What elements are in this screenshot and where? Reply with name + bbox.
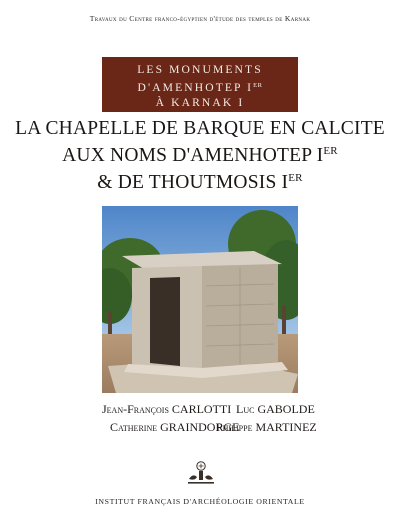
subseries-line-2-sup: ER — [253, 81, 263, 89]
subseries-band — [102, 57, 298, 112]
series-title-text: Travaux du Centre franco-égyptien d'étude des temples de Karnak — [89, 14, 311, 23]
author-gabolde: Luc GABOLDE — [236, 402, 315, 416]
book-title — [0, 118, 400, 194]
title-line-2: AUX NOMS D'AMENHOTEP IER — [62, 145, 338, 166]
title-line-2-sup: ER — [323, 145, 338, 157]
author-martinez: Philippe MARTINEZ — [216, 420, 317, 434]
subseries-line-1: LES MONUMENTS — [137, 63, 263, 76]
author-graindorge: Catherine GRAINDORGE — [110, 420, 240, 434]
publisher-name: INSTITUT FRANÇAIS D'ARCHÉOLOGIE ORIENTALE — [95, 497, 305, 506]
chapel-doorway — [150, 277, 180, 366]
chapel-photo-illustration — [102, 206, 298, 393]
title-line-3: & DE THOUTMOSIS IER — [97, 172, 303, 193]
ifao-logo-icon — [186, 459, 216, 489]
series-title — [0, 14, 400, 23]
tree-trunk — [282, 306, 286, 338]
author-carlotti: Jean-François CARLOTTI — [102, 402, 232, 416]
subseries-line-3: À KARNAK I — [155, 96, 245, 109]
title-line-3-sup: ER — [288, 172, 303, 184]
cover-photo — [102, 206, 298, 393]
title-line-1: LA CHAPELLE DE BARQUE EN CALCITE — [15, 118, 385, 139]
subseries-line-2: D'AMENHOTEP IER — [137, 80, 263, 94]
